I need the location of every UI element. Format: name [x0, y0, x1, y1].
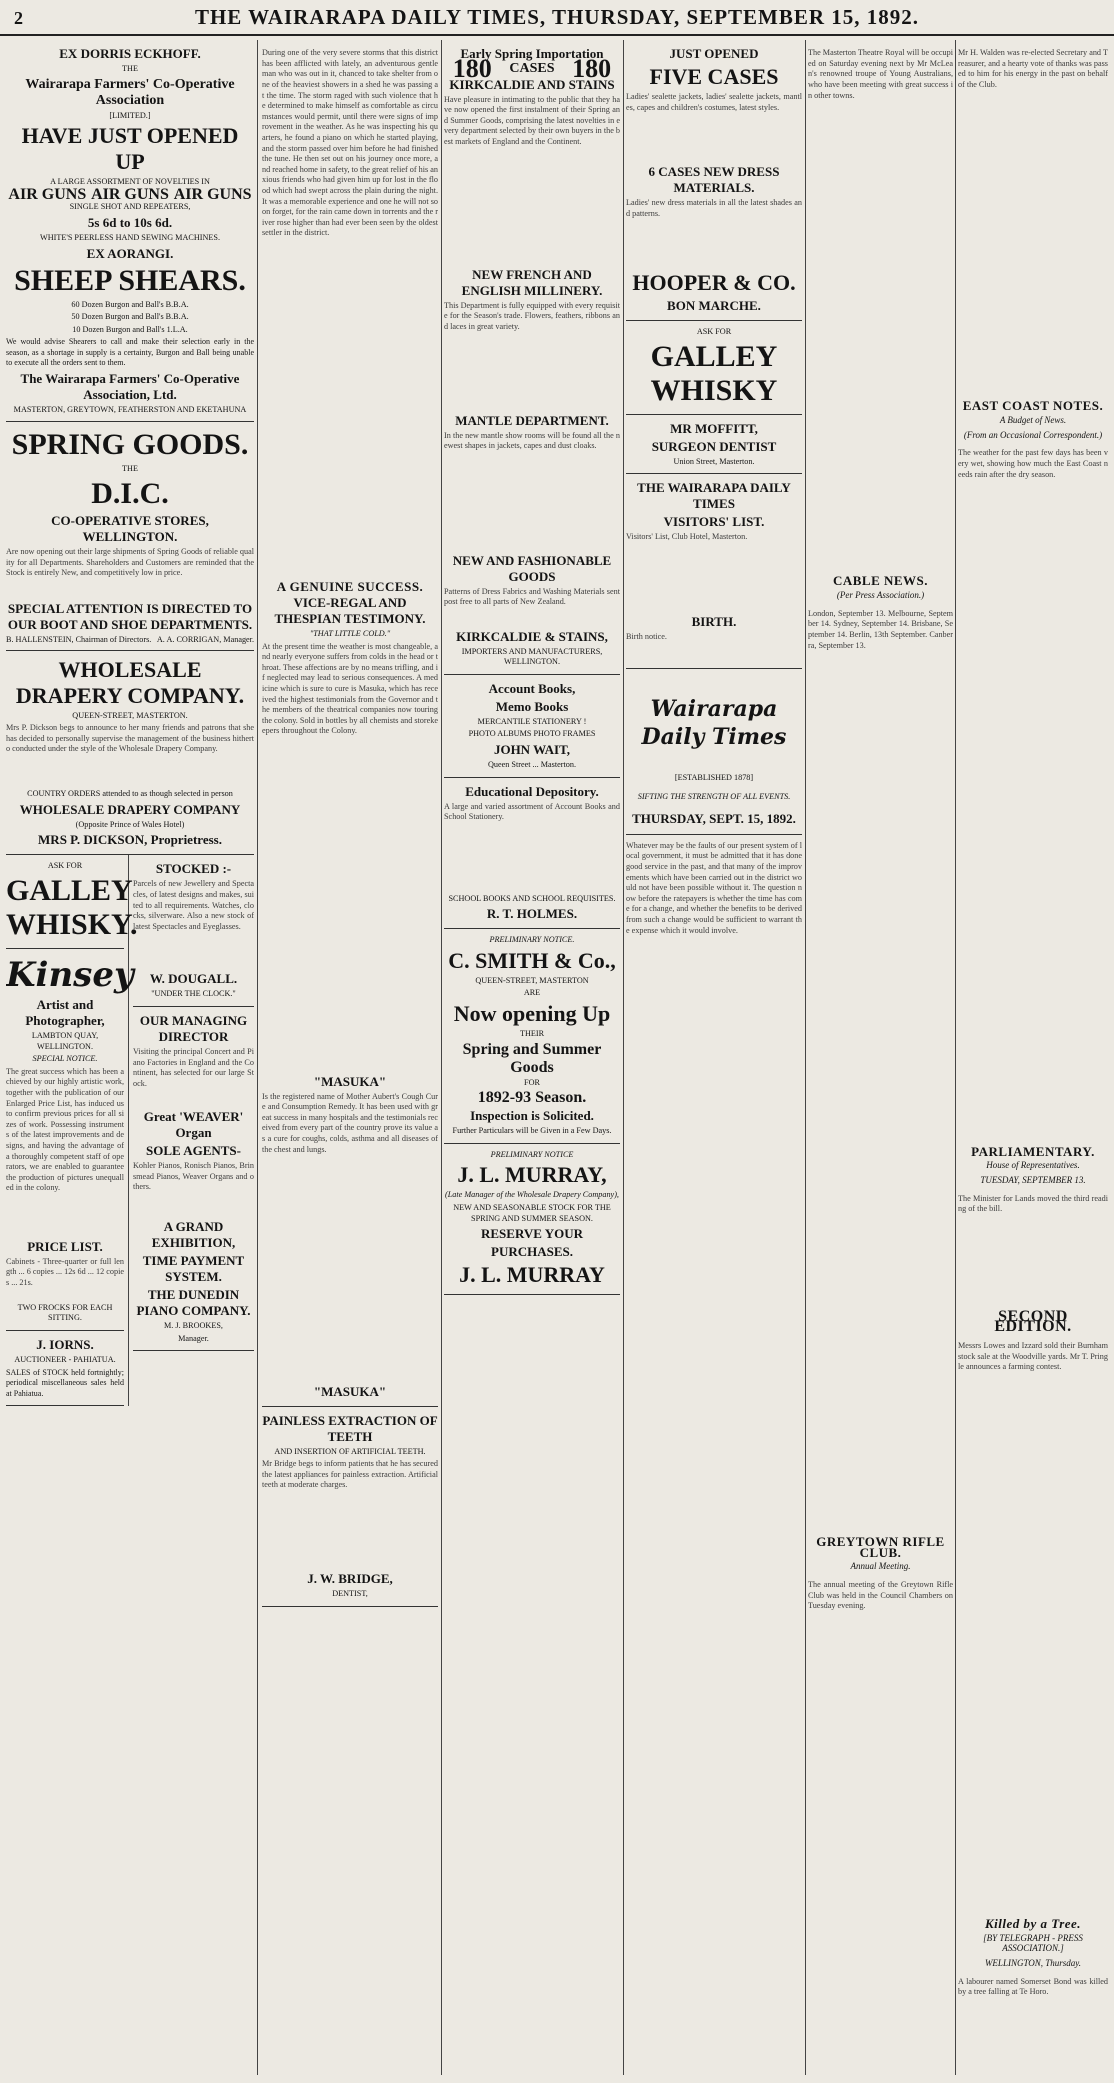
ad-company: J. W. BRIDGE, [307, 1571, 393, 1587]
section-heading: GREYTOWN RIFLE CLUB. [816, 1533, 945, 1560]
ad-headline: Artist and Photographer, [25, 997, 105, 1028]
column-rule [623, 40, 624, 2075]
ad-text: NEW FRENCH AND ENGLISH MILLINERY. [461, 266, 603, 298]
notice-heading: VISITORS' LIST. [663, 514, 765, 530]
ad-number: 180 [572, 54, 612, 83]
holmes-educational-ad [444, 778, 620, 930]
article-body: The Masterton Theatre Royal will be occupied on Saturday evening next by Mr McLean's renowned troupe of Young Australians, who have been meeting with great success in other towns. [808, 48, 953, 100]
signature-row [6, 635, 254, 646]
east-coast-body: The weather for the past few days has been very wet, showing how much the East Coast needs rain after the dry season. [958, 448, 1108, 479]
visitors-list: Visitors' List, Club Hotel, Masterton. [626, 532, 748, 542]
newspaper-title: THE WAIRARAPA DAILY TIMES, THURSDAY, SEPTEMBER 15, 1892. [194, 5, 920, 29]
rifle-club-body: The annual meeting of the Greytown Rifle Club was held in the Council Chambers on Tuesday evening. [808, 1579, 953, 1611]
moffitt-dentist-ad [626, 415, 802, 475]
ad-text: ASK FOR [47, 861, 83, 871]
ad-text: MANTLE DEPARTMENT. [455, 412, 609, 428]
article-body: Mr H. Walden was re-elected Secretary and Treasurer, and a hearty vote of thanks was passed to him for his energy in the past on behalf of the Club. [958, 48, 1108, 89]
ad-company: Wairarapa Farmers' Co-Operative Association [25, 76, 235, 108]
ad-text: (Opposite Prince of Wales Hotel) [75, 819, 185, 829]
ad-text: COUNTRY ORDERS attended to as though selected in person [27, 789, 233, 799]
ad-headline: WHOLESALE DRAPERY COMPANY. [15, 656, 245, 708]
ad-body: In the new mantle show rooms will be found all the newest shapes in jackets, capes and dust cloaks. [444, 430, 620, 451]
ad-company: MR MOFFITT, [670, 420, 758, 436]
section-date: TUESDAY, SEPTEMBER 13. [980, 1174, 1086, 1185]
ad-body: Are now opening out their large shipments of Spring Goods of reliable quality for all Departments. Shareholders and Customers are reminded that the Stock is entirely New, and competitively low in price. [6, 547, 254, 578]
ad-text: SCHOOL BOOKS AND SCHOOL REQUISITES. [448, 893, 616, 903]
editorial-masthead [626, 669, 802, 835]
ad-text: PRELIMINARY NOTICE. [489, 935, 575, 945]
ad-headline: OUR MANAGING DIRECTOR [139, 1013, 248, 1044]
column-4 [626, 40, 802, 2075]
ad-headline: 1892-93 Season. [477, 1089, 587, 1107]
wholesale-drapery-ad [6, 651, 254, 856]
column-1-left-half [6, 855, 138, 1406]
murray-ad [444, 1144, 620, 1295]
section-subheading: A Budget of News. [999, 414, 1067, 425]
section-heading: SECOND EDITION. [994, 1307, 1072, 1336]
ad-headline: VICE-REGAL AND THESPIAN TESTIMONY. [274, 594, 426, 626]
ad-heading: EX DORRIS ECKHOFF. [59, 46, 201, 61]
second-edition-body: Messrs Lowes and Izzard sold their Burnham stock sale at the Woodville yards. Mr T. Pringle announces a farming contest. [958, 1341, 1108, 1372]
smith-spring-goods-ad [444, 929, 620, 1144]
ad-text: TWO FROCKS FOR EACH SITTING. [17, 1302, 113, 1323]
column-rule [257, 40, 258, 2075]
ad-headline: Account Books, [488, 680, 576, 696]
kirkcaldie-stains-ad [444, 40, 620, 675]
iorns-auctioneer-ad [6, 1331, 124, 1406]
editorial-body: Whatever may be the faults of our present system of local government, it must be admitted that it has done good service in the past, and that many of the improvements which have been carried out in the district would not have been possible without it. The question now before the ratepayers is whether the time has come for a change, and whether the benefits to be derived from such a change would be sufficient to warrant the expense which it would involve. [626, 840, 802, 935]
ad-text: PURCHASES. [491, 1244, 573, 1260]
ad-notice: SPECIAL ATTENTION IS DIRECTED TO OUR BOOT AND SHOE DEPARTMENTS. [7, 601, 253, 633]
notice-heading: THE WAIRARAPA DAILY TIMES [637, 480, 791, 512]
cable-news-body: London, September 13. Melbourne, September 14. Sydney, September 14. Brisbane, September 14. Berlin, 13th September. Canberra, September 13. [808, 608, 953, 650]
ad-text: Queen Street ... Masterton. [488, 759, 576, 769]
ad-text: Manager. [178, 1333, 209, 1343]
ad-heading: EX AORANGI. [86, 245, 174, 261]
ad-text: A LARGE ASSORTMENT OF NOVELTIES IN [50, 177, 210, 187]
ad-body: Have pleasure in intimating to the public that they have now opened the first instalment of their Spring and Summer Goods, comprising the latest novelties in every department selected by their own buyers in the best markets of England and the Continent. [444, 94, 620, 146]
ad-text: "UNDER THE CLOCK." [151, 989, 236, 999]
ad-headline: PAINLESS EXTRACTION OF TEETH [262, 1412, 438, 1444]
ad-body: A large and varied assortment of Account Books and School Stationery. [444, 801, 620, 822]
article-body: Is the registered name of Mother Aubert's Cough Cure and Consumption Remedy. It has been used with great success in many hospitals and the testimonials received from every part of the country prove its value as a cure for coughs, colds, asthma and all diseases of the chest and lungs. [262, 1091, 438, 1154]
ad-company: CO-OPERATIVE STORES, WELLINGTON. [51, 513, 209, 545]
ad-headline: JUST OPENED [669, 46, 759, 61]
ad-company: J. L. MURRAY [459, 1262, 605, 1288]
column-1-right-half [129, 855, 254, 1406]
birth-notice: Birth notice. [626, 632, 667, 642]
cases-row [444, 54, 620, 83]
ad-text: 10 Dozen Burgon and Ball's 1.L.A. [72, 324, 188, 334]
price-list: Cabinets - Three-quarter or full length ... 6 copies ... 12s 6d ... 12 copies ... 21s. [6, 1256, 124, 1287]
ad-text: M. J. BROOKES, [164, 1321, 223, 1330]
ad-text: 60 Dozen Burgon and Ball's B.B.A. [71, 299, 189, 309]
ad-company: HOOPER & CO. [632, 270, 796, 295]
column-rule [955, 40, 956, 2075]
column-1-lower [6, 855, 254, 1406]
ad-body: Parcels of new Jewellery and Spectacles, of latest designs and makes, suited to all requirements. Watches, clocks, silverware. Also a new stock of latest Spectacles and Eyeglasses. [133, 879, 254, 931]
ad-text: AIR GUNS [91, 185, 169, 203]
ad-headline: GALLEY WHISKY. [6, 874, 138, 941]
ad-text: ARE [523, 988, 541, 998]
ad-text: CASES [509, 61, 555, 76]
column-1 [6, 40, 254, 2075]
section-heading: EAST COAST NOTES. [962, 398, 1104, 414]
ad-text: PRICE LIST. [27, 1238, 103, 1254]
ad-text: A. A. CORRIGAN, Manager. [156, 635, 254, 645]
ad-text: THE [122, 464, 138, 474]
ad-text: NEW AND SEASONABLE STOCK FOR THE SPRING AND SUMMER SEASON. [453, 1202, 611, 1223]
ad-text: TIME PAYMENT SYSTEM. [142, 1253, 245, 1284]
ad-body: Mrs P. Dickson begs to announce to her many friends and patrons that she has decided to personally supervise the management of the business hitherto conducted under the style of the Wholesale Drapery Company. [6, 723, 254, 754]
ad-text: SPECIAL NOTICE. [32, 1054, 98, 1064]
galley-whisky-ad-2 [626, 321, 802, 415]
ad-text: FOR [524, 1077, 540, 1087]
ad-text: A GRAND EXHIBITION, [151, 1219, 236, 1250]
ad-text: THE [122, 64, 138, 73]
ad-text: ASK FOR [696, 327, 732, 336]
section-subheading: (Per Press Association.) [836, 589, 925, 600]
notices-block [626, 474, 802, 669]
galley-whisky-ad [6, 855, 138, 949]
paper-established: [ESTABLISHED 1878] [674, 773, 754, 783]
section-heading: Killed by a Tree. [984, 1916, 1082, 1932]
ad-body: Kohler Pianos, Ronisch Pianos, Brinsmead Pianos, Weaver Organs and others. [133, 1161, 254, 1192]
section-subheading: House of Representatives. [986, 1160, 1080, 1171]
ad-body: We would advise Shearers to call and make their selection early in the season, as a shortage in supply is a certainty, Burgon and Ball being unable to execute all the orders sent to them. [6, 337, 254, 368]
ad-text: MERCANTILE STATIONERY ! [477, 716, 587, 726]
masthead [0, 0, 1114, 36]
ad-text: B. HALLENSTEIN, Chairman of Directors. [6, 635, 152, 645]
notice-heading: BIRTH. [691, 614, 737, 630]
ad-number: 180 [452, 54, 492, 83]
column-6 [958, 40, 1108, 2075]
ad-headline: SPRING GOODS. [11, 428, 249, 462]
ad-text: "THAT LITTLE COLD." [309, 628, 391, 638]
page-number: 2 [14, 8, 23, 28]
ad-text: 6 CASES NEW DRESS MATERIALS. [648, 164, 780, 195]
ad-company: KIRKCALDIE AND STAINS [449, 76, 615, 92]
ad-headline: D.I.C. [91, 477, 169, 511]
ad-text: Union Street, Masterton. [673, 456, 755, 466]
dic-ad [6, 422, 254, 650]
killed-body: A labourer named Somerset Bond was killed by a tree falling at Te Horo. [958, 1976, 1108, 1997]
ad-text: AIR GUNS [8, 185, 87, 203]
section-date: WELLINGTON, Thursday. [984, 1958, 1082, 1969]
ad-text: AUCTIONEER - PAHIATUA. [14, 1354, 116, 1364]
ad-headline: A GENUINE SUCCESS. [276, 579, 424, 595]
ad-company: J. L. MURRAY, [457, 1162, 607, 1188]
ad-text: (Late Manager of the Wholesale Drapery Company), [445, 1190, 619, 1200]
kinsey-photographer-ad [6, 949, 134, 1331]
ad-headline: FIVE CASES [649, 64, 779, 89]
column-2 [262, 40, 438, 2075]
ad-headline: J. IORNS. [36, 1336, 94, 1352]
ad-text: Great 'WEAVER' Organ [143, 1109, 244, 1140]
ad-headline: Spring and Summer [462, 1040, 602, 1058]
ad-company: W. DOUGALL. [149, 971, 238, 987]
section-subheading: Annual Meeting. [850, 1561, 911, 1572]
ad-text: MRS P. DICKSON, Proprietress. [38, 832, 222, 848]
ad-text: "MASUKA" [313, 1073, 387, 1089]
ad-body: SALES of STOCK held fortnightly; periodical miscellaneous sales held at Pahiatua. [6, 1367, 124, 1398]
ad-text: SOLE AGENTS- [145, 1143, 241, 1158]
bridge-dentist-ad [262, 1407, 438, 1607]
ad-text: IMPORTERS AND MANUFACTURERS, WELLINGTON. [461, 646, 603, 667]
hooper-ad [626, 40, 802, 321]
ad-text: PRELIMINARY NOTICE [490, 1149, 574, 1159]
section-subheading: [BY TELEGRAPH - PRESS ASSOCIATION.] [983, 1932, 1083, 1954]
farmers-airguns-ad [6, 40, 254, 422]
ad-text: AIR GUNS [173, 185, 252, 203]
ad-company: THE DUNEDIN PIANO COMPANY. [136, 1287, 251, 1318]
section-subheading: (From an Occasional Correspondent.) [963, 429, 1103, 440]
section-heading: PARLIAMENTARY. [971, 1143, 1095, 1159]
ad-company: R. T. HOLMES. [486, 906, 578, 922]
ad-body: This Department is fully equipped with every requisite for the Season's trade. Flowers, feathers, ribbons and laces in great variety. [444, 300, 620, 331]
ad-text: RESERVE YOUR [481, 1226, 583, 1242]
ad-headline: SHEEP SHEARS. [14, 263, 246, 297]
ad-company: KIRKCALDIE & STAINS, [456, 628, 608, 644]
ad-company: C. SMITH & Co., [448, 947, 616, 973]
paper-title: Wairarapa Daily Times [641, 696, 787, 751]
ad-body: Patterns of Dress Fabrics and Washing Materials sent post free to all parts of New Zealand. [444, 586, 620, 607]
ad-text: "MASUKA" [313, 1383, 387, 1399]
ad-body: The great success which has been achieved by our highly artistic work, together with the publication of our Enlarged Price List, has induced us to confirm previous prices for all sizes of work. Possessing instruments of the latest improvements and designs, and having the advantage of a thoroughly competent staff of operators, we are enabled to guarantee the production of pictures unequalled in the colony. [6, 1066, 124, 1193]
ad-text: 50 Dozen Burgon and Ball's B.B.A. [71, 312, 189, 322]
ad-price: 5s 6d to 10s 6d. [87, 214, 173, 230]
ad-text: DENTIST, [332, 1589, 368, 1599]
section-heading: CABLE NEWS. [832, 573, 929, 589]
ad-company: The Wairarapa Farmers' Co-Operative Association, Ltd. [20, 370, 240, 402]
ad-text: QUEEN-STREET, MASTERTON [475, 975, 589, 985]
ad-text: MASTERTON, GREYTOWN, FEATHERSTON AND EKETAHUNA [13, 404, 247, 414]
dougall-ad [133, 855, 254, 1007]
ad-text: Inspection is Solicited. [470, 1108, 594, 1124]
ad-body: Ladies' new dress materials in all the latest shades and patterns. [626, 198, 802, 218]
masuka-ad [262, 576, 438, 1406]
ad-text: NEW AND FASHIONABLE GOODS [452, 552, 612, 584]
ad-headline: Early Spring Importation [460, 46, 604, 61]
ad-body: Ladies' sealette jackets, ladies' sealette jackets, mantles, capes and children's costumes, latest styles. [626, 92, 802, 112]
ad-text: WHITE'S PEERLESS HAND SEWING MACHINES. [39, 232, 220, 242]
column-rule [441, 40, 442, 2075]
ad-headline: HAVE JUST OPENED UP [21, 123, 239, 175]
column-rule [805, 40, 806, 2075]
ad-text: SINGLE SHOT AND REPEATERS, [69, 202, 191, 212]
column-5 [808, 40, 953, 2075]
ad-headline: STOCKED :- [155, 861, 232, 877]
ad-headline: Now opening Up [453, 1000, 611, 1026]
ad-text: [LIMITED.] [109, 110, 151, 120]
ad-text: QUEEN-STREET, MASTERTON. [72, 710, 188, 720]
ad-company: WHOLESALE DRAPERY COMPANY [19, 801, 241, 817]
article-body: At the present time the weather is most changeable, and nearly everyone suffers from colds in the head or throat. These affections are by no means trifling, and if neglected may lead to serious consequences. A medicine which is sure to cure is Masuka, which has received the highest testimonials from the Governor and the members of the theatrical companies now touring the colony. Sold in bottles by all chemists and storekeepers throughout the Colony. [262, 641, 438, 736]
ad-company: JOHN WAIT, [493, 741, 571, 757]
ad-text: Further Particulars will be Given in a Few Days. [452, 1126, 612, 1136]
airguns-row [6, 185, 254, 203]
article-body: During one of the very severe storms that this district has been afflicted with lately, an adventurous gentleman who was out in it, chanced to take shelter from one of the heaviest showers in a shed he was passing at the time. The storm raged with such violence that he determined to make himself as comfortable as circumstances would permit, until there were signs of improvement in the weather. As he was inspecting his quarters, he found a piano on which he started playing, and the storm passed over him before he had finished the tune. He then set out on his journey once more, and reached home in safety, to the great relief of his anxious friends who had given him up for lost in the flood which had swept across the plain during the night. It was a memorable experience and one he will not soon forget, for the rain came down in torrents and the river rose higher than had ever been seen by the oldest settler in the district. [262, 48, 438, 238]
ad-text: BON MARCHE. [667, 298, 761, 313]
ad-text: THEIR [519, 1028, 545, 1038]
dunedin-piano-ad [133, 1007, 254, 1351]
ad-headline: Memo Books [495, 698, 569, 714]
ad-script: Kinsey [6, 955, 134, 995]
ad-text: SURGEON DENTIST [651, 438, 777, 454]
ad-headline: GALLEY WHISKY [650, 339, 778, 407]
paper-date: THURSDAY, SEPT. 15, 1892. [632, 810, 796, 826]
ad-text: PHOTO ALBUMS PHOTO FRAMES [468, 729, 596, 739]
ad-text: AND INSERTION OF ARTIFICIAL TEETH. [274, 1446, 426, 1456]
column-3 [444, 40, 620, 2075]
ad-body: Mr Bridge begs to inform patients that he has secured the latest appliances for painless extraction. Artificial teeth at moderate charges. [262, 1459, 438, 1490]
ad-headline: Goods [510, 1058, 554, 1076]
ad-headline: Educational Depository. [465, 783, 599, 799]
paper-motto: SIFTING THE STRENGTH OF ALL EVENTS. [637, 791, 791, 801]
ad-body: Visiting the principal Concert and Piano Factories in England and the Continent, has selected for our large Stock. [133, 1047, 254, 1088]
wait-stationery-ad [444, 675, 620, 778]
parliament-body: The Minister for Lands moved the third reading of the bill. [958, 1193, 1108, 1214]
ad-text: LAMBTON QUAY, WELLINGTON. [31, 1031, 99, 1051]
